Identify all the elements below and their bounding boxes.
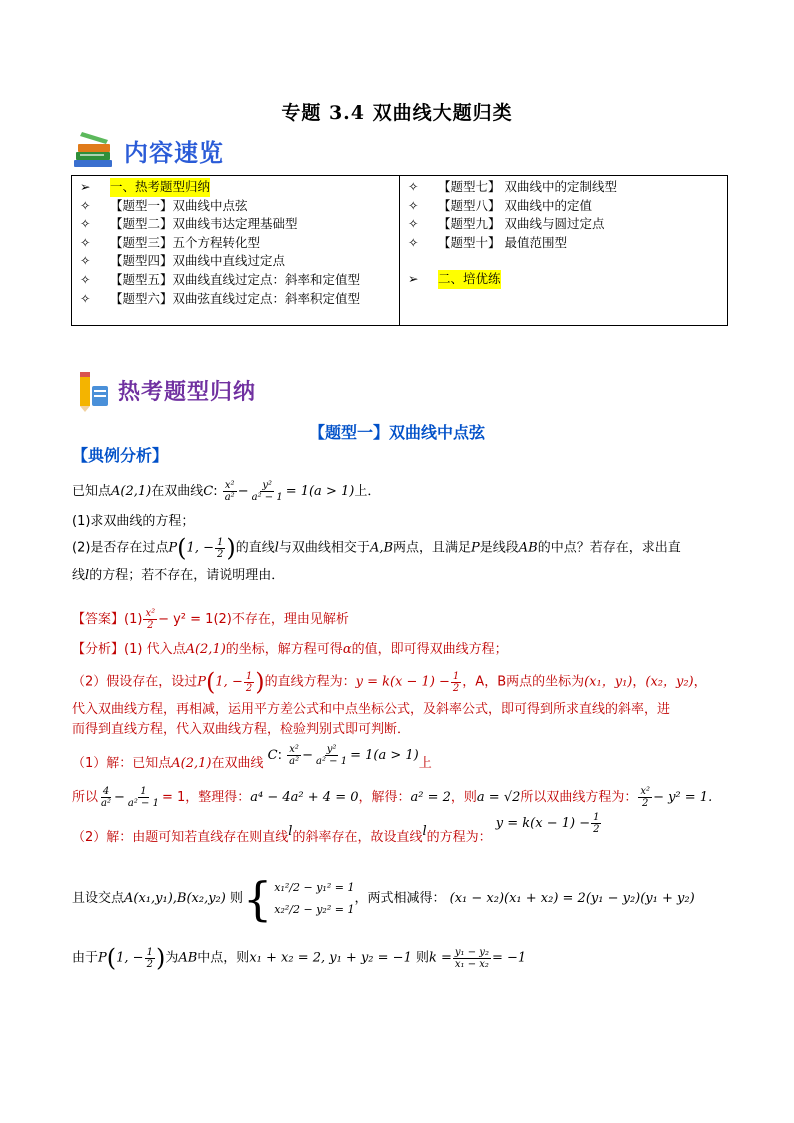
num: x² xyxy=(224,480,235,491)
problem-intro: 已知点A(2,1)在双曲线C: $\frac{\text{x²}}{\text{a²}}$ − $\frac{\text{y²}}{\text{a² − 1}}$ = 1(a > 1)上． xyxy=(72,480,381,503)
den: a² xyxy=(101,798,111,809)
question-2 xyxy=(72,536,732,560)
answer-line xyxy=(72,608,732,631)
example-label: 【典例分析】 xyxy=(72,446,169,465)
text: 线 xyxy=(72,568,86,583)
analysis-line-4: 而得到直线方程，代入双曲线方程，检验判别式即可判断． xyxy=(72,722,411,737)
den: 2 xyxy=(452,682,460,694)
point-P: P xyxy=(168,540,178,556)
text: 所以 xyxy=(72,790,99,805)
toc-item[interactable] xyxy=(78,197,393,216)
den: 2 xyxy=(216,548,224,560)
star-bullet-icon: ✧ xyxy=(80,253,91,269)
text: 在双曲线 xyxy=(151,484,204,499)
num: y² xyxy=(326,744,337,755)
point-2: (x₂，y₂) xyxy=(645,674,694,690)
right-paren: ) xyxy=(155,944,166,972)
num: x² xyxy=(640,786,651,797)
den: 2 xyxy=(147,620,154,631)
num: 1 xyxy=(146,946,153,958)
den: a² − 1 xyxy=(316,756,348,767)
text: (1) xyxy=(124,612,143,627)
right-paren: ) xyxy=(226,534,236,562)
question-1: (1)求双曲线的方程； xyxy=(72,514,195,529)
den: 2 xyxy=(593,824,600,835)
text: 所以双曲线方程为： xyxy=(520,790,638,805)
equation: (x₁ − x₂)(x₁ + x₂) = 2(y₁ − y₂)(y₁ + y₂) xyxy=(449,891,695,906)
page-title: 专题 3.4 双曲线大题归类 xyxy=(281,102,513,124)
fraction xyxy=(126,786,161,809)
point-P: P xyxy=(197,674,207,690)
text: 中点，则 xyxy=(197,950,250,966)
text: 且设交点 xyxy=(72,891,125,906)
text: 的直线方程为： xyxy=(264,674,356,690)
equation: y = k(x − 1) − xyxy=(495,816,591,831)
fraction xyxy=(314,744,349,767)
text: 在双曲线 xyxy=(211,756,264,771)
toc-item-label: 【题型八】 双曲线中的定值 xyxy=(438,197,592,213)
question-2-cont xyxy=(72,566,732,586)
den: a² − 1 xyxy=(251,492,283,503)
line-equation xyxy=(495,812,603,835)
star-bullet-icon: ✧ xyxy=(80,290,91,306)
fraction xyxy=(99,786,113,809)
fraction xyxy=(451,671,461,694)
num: x² xyxy=(289,744,299,755)
points: A(x₁,y₁),B(x₂,y₂) xyxy=(124,891,226,906)
num: 1 xyxy=(216,536,224,548)
books-icon xyxy=(72,130,118,170)
text: 是线段 xyxy=(479,540,519,556)
num: 4 xyxy=(102,786,110,797)
analysis-line-2: （2）假设存在，设过P(1, − $\frac{1}{2}$ )的直线方程为：y = k(x − 1) − $\frac{1}{2}$ ，A，B两点的坐标为(x₁，y₁)，(x₂，y₂)， xyxy=(72,668,707,696)
toc-right-column xyxy=(399,176,727,325)
hot-topics-label: 热考题型归纳 xyxy=(118,379,257,405)
toc-item[interactable] xyxy=(78,178,393,197)
equation: y = k(x − 1) − xyxy=(355,674,450,690)
system-rows xyxy=(274,878,354,920)
text: 的方程；若不存在，请说明理由． xyxy=(89,568,285,583)
fraction xyxy=(244,671,254,694)
star-bullet-icon: ✧ xyxy=(80,234,91,250)
line-l: l xyxy=(85,568,90,583)
toc-item-label: 【题型九】 双曲线与圆过定点 xyxy=(438,216,605,232)
alpha: α xyxy=(342,642,352,657)
analysis-line-1 xyxy=(72,640,732,660)
content-overview-label: 内容速览 xyxy=(124,138,224,167)
point-P: P xyxy=(471,540,480,556)
toc-item-label: 二、培优练 xyxy=(438,270,501,289)
solution-3 xyxy=(72,812,732,849)
equation: a⁴ − 4a² + 4 = 0 xyxy=(250,790,359,805)
equation: a = √2 xyxy=(476,790,521,805)
toc-item[interactable] xyxy=(406,197,721,216)
star-bullet-icon: ✧ xyxy=(408,234,419,250)
den: a² xyxy=(289,756,300,767)
den: a² − 1 xyxy=(127,798,159,809)
toc-item-label: 【题型六】双曲弦直线过定点：斜率积定值型 xyxy=(110,290,361,306)
toc-item[interactable] xyxy=(78,271,393,290)
toc-item-label: 【题型三】五个方程转化型 xyxy=(110,234,261,250)
toc-item-label: 【题型四】双曲线中直线过定点 xyxy=(110,253,286,269)
pencil-icon xyxy=(74,368,114,412)
text: 由于 xyxy=(72,950,99,966)
text: ，两式相减得： xyxy=(354,891,446,906)
den: x₁ − x₂ xyxy=(454,958,489,970)
curve-equation: C: $\frac{\text{x²}}{\text{a²}}$ − $\frac{\text{y²}}{\text{a² − 1}}$ = 1(a > 1) xyxy=(267,744,419,767)
equation-tail: = 1(a > 1) xyxy=(285,484,355,499)
solution-2: 所以 $\frac{4}{\text{a²}}$ − $\frac{1}{\text{a² − 1}}$ = 1，整理得：a⁴ − 4a² + 4 = 0，解得：a² = 2，则a = √2所以双曲线方程为： $\frac{\text{x²}}{2}$ − y² = 1. xyxy=(72,786,713,809)
system-row: x₁²/2 − y₁² = 1 xyxy=(274,881,355,894)
den: 2 xyxy=(245,682,253,694)
num: 1 xyxy=(593,812,600,823)
toc-item[interactable] xyxy=(78,252,393,271)
left-paren: ( xyxy=(206,668,216,696)
text: 与双曲线相交于 xyxy=(278,540,370,556)
text: （2）解：由题可知若直线存在则直线 xyxy=(72,830,289,845)
text: 的坐标，解方程可得 xyxy=(225,642,343,657)
toc-spacer xyxy=(406,252,721,270)
text: ，解得： xyxy=(358,790,411,805)
text: 的直线 xyxy=(235,540,275,556)
text: 的中点？若存在，求出直 xyxy=(537,540,681,556)
fraction xyxy=(250,480,285,503)
coord: 1, − xyxy=(215,674,243,690)
fraction xyxy=(287,744,301,767)
toc-item[interactable] xyxy=(78,234,393,253)
num: y₁ − y₂ xyxy=(454,946,489,958)
text: (2)是否存在过点 xyxy=(72,540,169,556)
line-l: l xyxy=(288,824,293,839)
toc-box xyxy=(71,175,728,326)
text: 的值，即可得双曲线方程； xyxy=(351,642,508,657)
section-title: 【题型一】双曲线中点弦 xyxy=(308,423,485,442)
equation: = −1 xyxy=(491,950,527,966)
line-l: l xyxy=(422,824,427,839)
num: 1 xyxy=(245,670,253,682)
text: 的方程为： xyxy=(426,830,492,845)
segment-AB: AB xyxy=(178,950,198,966)
solution-4 xyxy=(72,864,732,934)
points-AB: A,B xyxy=(369,540,394,556)
text: （2）假设存在，设过 xyxy=(72,674,198,690)
left-brace: { xyxy=(243,872,273,926)
fraction xyxy=(215,537,225,560)
toc-item-label: 【题型七】 双曲线中的定制线型 xyxy=(438,179,617,194)
fraction xyxy=(223,480,237,503)
star-bullet-icon: ✧ xyxy=(408,179,419,194)
num: 1 xyxy=(452,670,460,682)
fraction xyxy=(638,786,652,809)
fraction xyxy=(591,812,601,835)
curve-C: C xyxy=(203,484,214,499)
equation: − y² = 1. xyxy=(653,790,713,805)
point-A: A(2,1) xyxy=(171,756,212,771)
toc-item[interactable] xyxy=(78,215,393,234)
text: 两点，且满足 xyxy=(393,540,472,556)
text: 上． xyxy=(354,484,381,499)
system-row: x₂²/2 − y₂² = 1 xyxy=(274,903,355,916)
star-bullet-icon: ✧ xyxy=(80,271,91,287)
star-bullet-icon: ✧ xyxy=(408,197,419,213)
slope-k: k = xyxy=(429,950,452,966)
text: 则 xyxy=(415,950,429,966)
den: 2 xyxy=(642,798,649,809)
text: （1）解：已知点 xyxy=(72,756,172,771)
toc-left-column xyxy=(72,176,399,325)
text: 则 xyxy=(229,891,243,906)
equation-tail: = 1(a > 1) xyxy=(350,748,419,763)
toc-item[interactable] xyxy=(406,234,721,253)
equation: a² = 2 xyxy=(410,790,451,805)
fraction xyxy=(453,947,491,970)
den: 2 xyxy=(146,958,153,970)
analysis-line-3: 代入双曲线方程，再相减，运用平方差公式和中点坐标公式，及斜率公式，即可得到所求直线的斜率，进 xyxy=(72,702,671,717)
fraction xyxy=(143,608,157,631)
answer-label: 【答案】 xyxy=(72,612,125,627)
right-paren: ) xyxy=(255,668,265,696)
text: ，A，B两点的坐标为 xyxy=(462,674,585,690)
text: 为 xyxy=(165,950,179,966)
toc-item-label: 【题型一】双曲线中点弦 xyxy=(110,197,248,213)
text: − y² = 1(2)不存在，理由见解析 xyxy=(158,612,349,627)
text: = 1，整理得： xyxy=(161,790,251,805)
curve-C: C xyxy=(267,748,278,763)
equation-system xyxy=(243,872,355,926)
segment-AB: AB xyxy=(518,540,538,556)
toc-item[interactable] xyxy=(406,178,721,197)
text: 的斜率存在，故设直线 xyxy=(292,830,423,845)
left-paren: ( xyxy=(177,534,187,562)
hot-topics-banner xyxy=(74,368,256,412)
point-1: (x₁，y₁) xyxy=(584,674,633,690)
star-bullet-icon: ✧ xyxy=(80,197,91,213)
fraction xyxy=(145,947,155,970)
solution-5 xyxy=(72,946,732,970)
star-bullet-icon: ✧ xyxy=(408,216,419,232)
line-l: l xyxy=(274,540,279,556)
arrow-bullet-icon: ➢ xyxy=(408,271,419,287)
solution-1 xyxy=(72,744,732,775)
num: y² xyxy=(262,480,272,491)
text: 已知点 xyxy=(72,484,112,499)
arrow-bullet-icon: ➢ xyxy=(80,179,91,194)
point-P: P xyxy=(98,950,107,966)
point-A: A(2,1) xyxy=(111,484,152,499)
text: (1) 代入点 xyxy=(124,642,186,657)
toc-item-label: 【题型十】 最值范围型 xyxy=(438,234,567,250)
analysis-label: 【分析】 xyxy=(72,642,125,657)
toc-item[interactable] xyxy=(406,215,721,234)
star-bullet-icon: ✧ xyxy=(80,216,91,232)
point-A: A(2,1) xyxy=(185,642,226,657)
toc-item-label: 【题型五】双曲线直线过定点：斜率和定值型 xyxy=(110,271,361,287)
toc-item-label: 一、热考题型归纳 xyxy=(110,178,210,197)
toc-item-label: 【题型二】双曲线韦达定理基础型 xyxy=(110,216,298,232)
left-paren: ( xyxy=(106,944,117,972)
num: 1 xyxy=(140,786,147,797)
den: a² xyxy=(224,492,235,503)
num: x² xyxy=(145,608,156,619)
coord: 1, − xyxy=(116,950,144,966)
coord: 1, − xyxy=(186,540,214,556)
text: 上 xyxy=(418,756,432,771)
text: ，则 xyxy=(450,790,477,805)
equation: x₁ + x₂ = 2, y₁ + y₂ = −1 xyxy=(249,950,412,966)
toc-item[interactable] xyxy=(406,270,721,289)
toc-item[interactable] xyxy=(78,290,393,309)
content-overview-banner xyxy=(72,130,224,170)
